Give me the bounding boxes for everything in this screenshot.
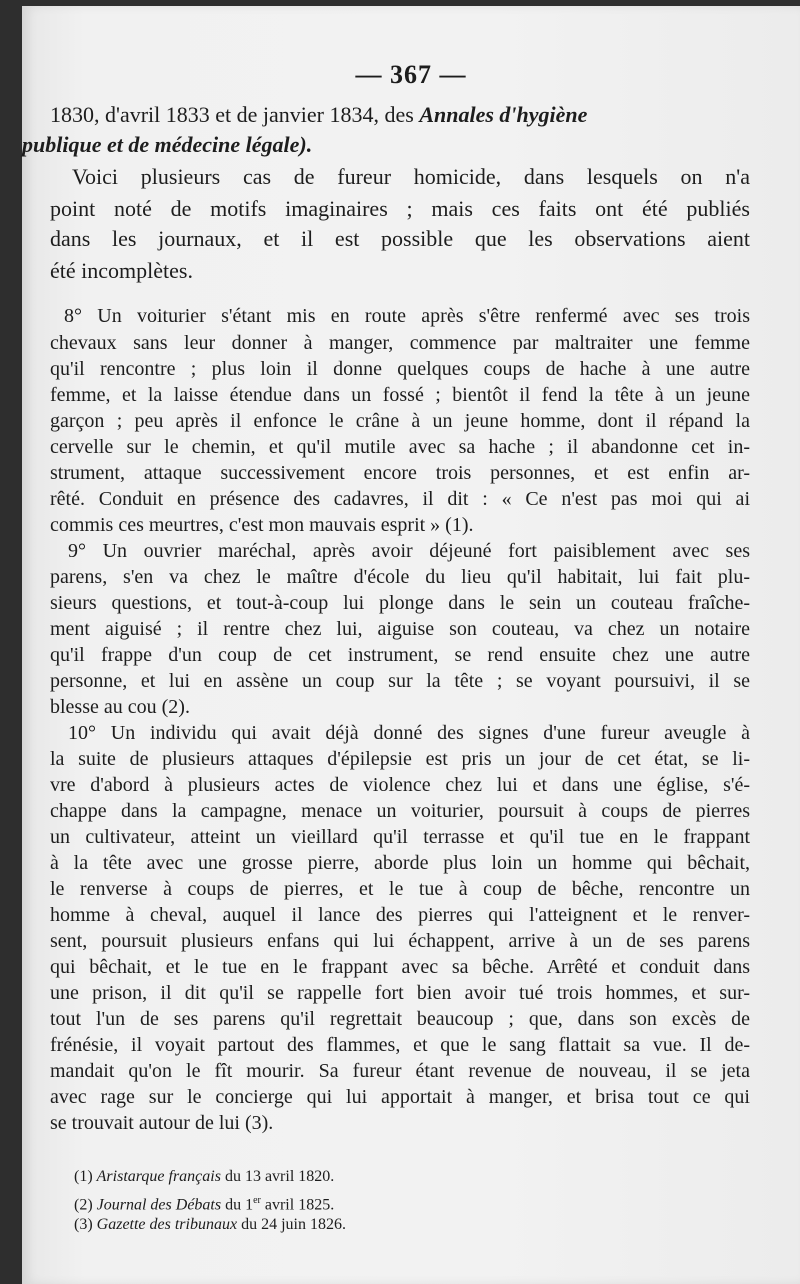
- intro-line-2: publique et de médecine légale).: [22, 132, 313, 157]
- case8-line-1: 8° Un voiturier s'étant mis en route après s'être renfermé avec ses trois: [64, 305, 750, 327]
- case10-line-11: une prison, il dit qu'il se rappelle fort bien avoir tué trois hommes, et sur-: [50, 982, 750, 1004]
- case10-line-15: avec rage sur le concierge qui lui apportait à manger, et brisa tout ce qui: [50, 1086, 750, 1108]
- footnote-text: du 1: [221, 1196, 254, 1214]
- case10-line-10: qui bêchait, et le tue en le frappant avec sa bêche. Arrêté et conduit dans: [50, 956, 750, 978]
- case10-line-6: à la tête avec une grosse pierre, aborde plus loin un homme qui bêchait,: [50, 852, 750, 874]
- case9-line-2: parens, s'en va chez le maître d'école du lieu qu'il habitait, lui fait plu-: [50, 566, 750, 588]
- footnote-number: (1): [74, 1168, 93, 1185]
- case10-line-12: tout l'un de ses parens qu'il regrettait beaucoup ; que, dans son excès de: [50, 1008, 750, 1030]
- case10-line-14: mandait qu'on le fît mourir. Sa fureur étant revenue de nouveau, il se jeta: [50, 1060, 750, 1082]
- intro-text: 1830, d'avril 1833 et de janvier 1834, des: [50, 102, 414, 127]
- footnote-title: Journal des Débats: [96, 1196, 222, 1214]
- case8-line-5: garçon ; peu après il enfonce le crâne à un jeune homme, dont il répand la: [50, 410, 750, 432]
- intro-line-1: [50, 102, 587, 128]
- case10-line-2: la suite de plusieurs attaques d'épilepsie est pris un jour de cet état, se li-: [50, 748, 750, 770]
- main-line-1: Voici plusieurs cas de fureur homicide, dans lesquels on n'a: [72, 164, 750, 189]
- case10-line-1: 10° Un individu qui avait déjà donné des signes d'une fureur aveugle à: [68, 722, 750, 744]
- case9-line-6: personne, et lui en assène un coup sur la tête ; se voyant poursuivi, il se: [50, 670, 750, 692]
- case9-line-3: sieurs questions, et tout-à-coup lui plonge dans le sein un couteau fraîche-: [50, 592, 750, 614]
- footnote-text: du 24 juin 1826.: [237, 1216, 346, 1233]
- main-line-2: point noté de motifs imaginaires ; mais ces faits ont été publiés: [50, 196, 750, 221]
- case8-line-4: femme, et la laisse étendue dans un fossé ; bientôt il fend la tête à un jeune: [50, 384, 750, 406]
- footnote-3: [74, 1212, 346, 1238]
- case8-line-3: qu'il rencontre ; plus loin il donne quelques coups de hache à une autre: [50, 358, 750, 380]
- case10-line-8: homme à cheval, auquel il lance des pierres qui l'atteignent et le renver-: [50, 904, 750, 926]
- intro-journal-title: Annales d'hygiène: [419, 102, 588, 127]
- case10-line-9: sent, poursuit plusieurs enfans qui lui échappent, arrive à un de ses parens: [50, 930, 750, 952]
- case10-line-13: frénésie, il voyait partout des flammes, et que le sang flattait sa vue. Il de-: [50, 1034, 750, 1056]
- case8-line-7: strument, attaque successivement encore trois personnes, et est enfin ar-: [50, 462, 750, 484]
- page-number: — 367 —: [355, 60, 467, 89]
- case8-line-9: commis ces meurtres, c'est mon mauvais esprit » (1).: [50, 514, 474, 536]
- main-line-3: dans les journaux, et il est possible que les observations aient: [50, 226, 750, 251]
- footnote-1: [74, 1164, 334, 1190]
- footnote-title: Gazette des tribunaux: [96, 1216, 238, 1233]
- footnote-number: (2): [74, 1196, 93, 1214]
- book-page: [22, 6, 800, 1284]
- case9-line-1: 9° Un ouvrier maréchal, après avoir déjeuné fort paisiblement avec ses: [68, 540, 750, 562]
- case10-line-5: un cultivateur, atteint un vieillard qu'il terrasse et qu'il tue en le frappant: [50, 826, 750, 848]
- footnote-title: Aristarque français: [96, 1168, 221, 1185]
- footnote-text: du 13 avril 1820.: [220, 1168, 335, 1185]
- main-line-4: été incomplètes.: [50, 258, 193, 283]
- case10-line-16: se trouvait autour de lui (3).: [50, 1112, 274, 1134]
- case8-line-6: cervelle sur le chemin, et qu'il mutile avec sa hache ; il abandonne cet in-: [50, 436, 750, 458]
- case9-line-5: qu'il frappe d'un coup de cet instrument, se rend ensuite chez une autre: [50, 644, 750, 666]
- footnote-number: (3): [74, 1216, 93, 1233]
- case9-line-4: ment aiguisé ; il rentre chez lui, aiguise son couteau, va chez un notaire: [50, 618, 750, 640]
- case8-line-8: rêté. Conduit en présence des cadavres, il dit : « Ce n'est pas moi qui ai: [50, 488, 750, 510]
- case10-line-7: le renverse à coups de pierres, et le tue à coup de bêche, rencontre un: [50, 878, 750, 900]
- case9-line-7: blesse au cou (2).: [50, 696, 190, 718]
- case10-line-4: chappe dans la campagne, menace un voiturier, poursuit à coups de pierres: [50, 800, 750, 822]
- case8-line-2: chevaux sans leur donner à manger, commence par maltraiter une femme: [50, 332, 750, 354]
- footnote-superscript: er: [253, 1195, 261, 1206]
- footnote-text: avril 1825.: [260, 1196, 335, 1214]
- case10-line-3: vre d'abord à plusieurs actes de violence chez lui et dans une église, s'é-: [50, 774, 750, 796]
